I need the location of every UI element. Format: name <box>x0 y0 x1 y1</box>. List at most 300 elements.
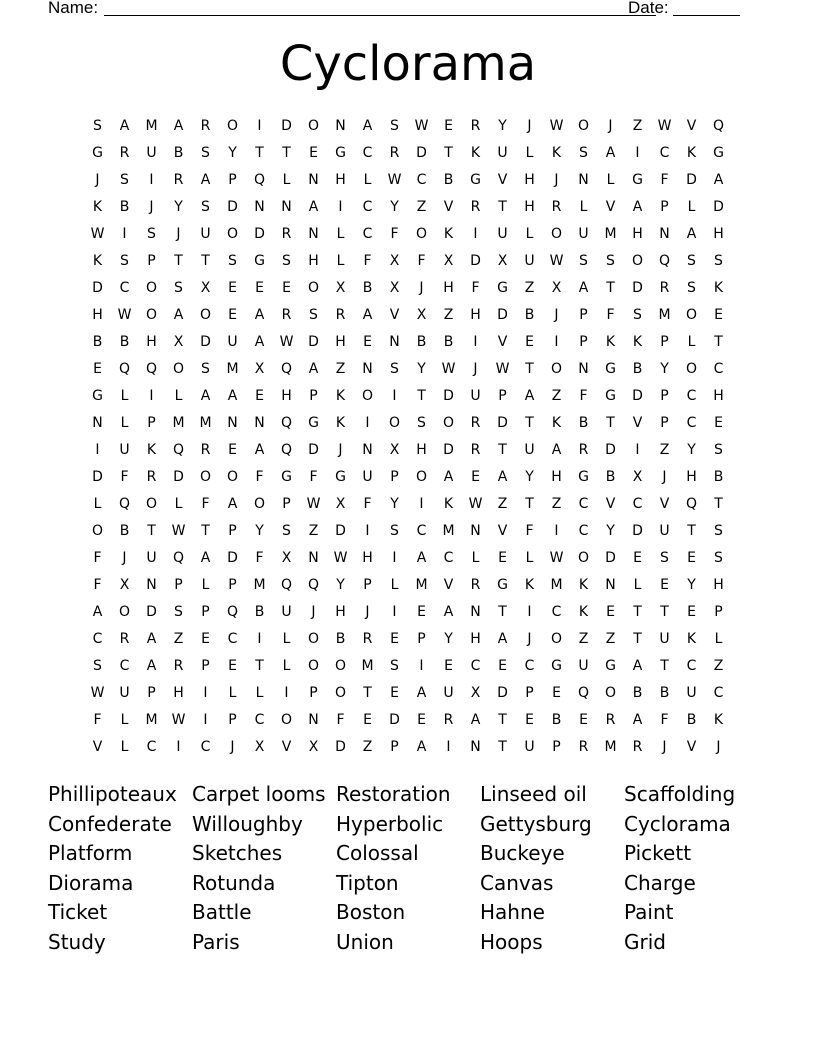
grid-letter: U <box>497 226 508 242</box>
grid-letter: O <box>172 361 185 377</box>
grid-letter: O <box>307 631 320 647</box>
grid-letter: T <box>687 523 696 539</box>
grid-letter: P <box>228 172 237 188</box>
grid-letter: Z <box>713 658 724 674</box>
grid-letter: L <box>174 496 183 512</box>
grid-letter: P <box>660 415 669 431</box>
grid-letter: D <box>497 307 508 323</box>
grid-letter: I <box>473 226 478 242</box>
grid-letter: L <box>282 172 291 188</box>
grid-letter: F <box>363 253 372 269</box>
grid-letter: H <box>335 334 346 350</box>
grid-letter: L <box>120 739 129 755</box>
grid-letter: G <box>497 577 508 593</box>
word-bank-item: Linseed oil <box>480 782 587 806</box>
grid-letter: Q <box>118 361 131 377</box>
grid-letter: E <box>228 280 237 296</box>
grid-letter: M <box>361 658 374 674</box>
word-bank-item: Rotunda <box>192 870 276 895</box>
word-bank-item: Battle <box>192 900 252 925</box>
grid-letter: Z <box>416 199 427 215</box>
grid-letter: U <box>281 604 292 620</box>
grid-letter: O <box>307 118 320 134</box>
grid-letter: K <box>578 604 589 620</box>
grid-letter: Q <box>253 172 266 188</box>
grid-letter: P <box>525 685 534 701</box>
grid-letter: E <box>444 658 453 674</box>
grid-letter: X <box>551 280 562 296</box>
grid-letter: S <box>687 280 696 296</box>
grid-letter: X <box>632 469 643 485</box>
grid-letter: Q <box>118 496 131 512</box>
grid-letter: Z <box>443 307 454 323</box>
grid-letter: H <box>362 550 373 566</box>
grid-letter: S <box>390 658 399 674</box>
grid-letter: O <box>145 307 158 323</box>
grid-letter: L <box>390 577 399 593</box>
grid-letter: I <box>635 442 640 458</box>
grid-letter: O <box>253 496 266 512</box>
grid-letter: A <box>200 172 211 188</box>
grid-letter: X <box>200 280 211 296</box>
grid-letter: R <box>200 442 211 458</box>
grid-letter: Q <box>280 577 293 593</box>
grid-letter: Y <box>498 118 507 134</box>
grid-letter: S <box>579 145 588 161</box>
grid-letter: I <box>149 388 154 404</box>
grid-letter: H <box>686 469 697 485</box>
grid-letter: P <box>309 685 318 701</box>
date-blank-line <box>673 15 740 16</box>
grid-letter: T <box>633 604 642 620</box>
grid-letter: E <box>309 145 318 161</box>
grid-letter: D <box>389 712 400 728</box>
grid-letter: Z <box>578 631 589 647</box>
grid-letter: N <box>146 577 157 593</box>
grid-letter: K <box>92 253 103 269</box>
grid-letter: T <box>498 739 507 755</box>
grid-letter: P <box>660 334 669 350</box>
grid-letter: F <box>606 307 615 323</box>
grid-letter: R <box>362 631 373 647</box>
grid-letter: Q <box>307 577 320 593</box>
grid-letter: K <box>443 226 454 242</box>
grid-letter: D <box>335 523 346 539</box>
grid-letter: D <box>443 442 454 458</box>
grid-letter: C <box>146 739 157 755</box>
grid-letter: K <box>605 334 616 350</box>
grid-letter: C <box>227 631 238 647</box>
grid-letter: U <box>443 685 454 701</box>
grid-letter: H <box>470 307 481 323</box>
grid-letter: R <box>470 199 481 215</box>
grid-letter: E <box>228 442 237 458</box>
grid-letter: V <box>389 307 400 323</box>
grid-letter: X <box>416 307 427 323</box>
grid-letter: M <box>604 739 617 755</box>
grid-letter: E <box>228 307 237 323</box>
grid-letter: Q <box>172 442 185 458</box>
grid-letter: D <box>92 280 103 296</box>
grid-letter: N <box>470 523 481 539</box>
grid-letter: U <box>578 658 589 674</box>
grid-letter: Z <box>659 442 670 458</box>
grid-letter: M <box>658 307 671 323</box>
grid-letter: B <box>578 415 589 431</box>
grid-letter: U <box>146 145 157 161</box>
grid-letter: Y <box>606 523 615 539</box>
grid-letter: U <box>119 685 130 701</box>
grid-letter: D <box>416 145 427 161</box>
word-bank-item: Scaffolding <box>624 782 736 806</box>
grid-letter: M <box>604 226 617 242</box>
grid-letter: J <box>554 307 559 323</box>
grid-letter: I <box>365 415 370 431</box>
grid-letter: P <box>147 415 156 431</box>
word-bank-item: Sketches <box>192 841 283 866</box>
word-bank-item: Phillipoteaux <box>48 782 177 806</box>
grid-letter: D <box>605 442 616 458</box>
grid-letter: J <box>122 550 127 566</box>
grid-letter: W <box>279 334 294 350</box>
grid-letter: V <box>632 415 643 431</box>
grid-letter: S <box>120 172 129 188</box>
grid-letter: N <box>254 199 265 215</box>
grid-letter: H <box>713 388 724 404</box>
grid-letter: D <box>632 523 643 539</box>
grid-letter: E <box>444 118 453 134</box>
grid-letter: N <box>389 334 400 350</box>
word-bank-item: Pickett <box>624 841 692 866</box>
grid-letter: A <box>254 307 265 323</box>
grid-letter: Y <box>660 361 669 377</box>
grid-letter: N <box>308 172 319 188</box>
grid-letter: C <box>119 658 130 674</box>
grid-letter: P <box>579 334 588 350</box>
word-bank <box>48 780 768 958</box>
grid-letter: P <box>660 199 669 215</box>
grid-letter: G <box>632 172 643 188</box>
word-bank-item: Grid <box>624 929 666 954</box>
grid-letter: J <box>365 604 370 620</box>
grid-letter: A <box>227 496 238 512</box>
grid-letter: L <box>255 685 264 701</box>
grid-letter: V <box>443 577 454 593</box>
grid-letter: H <box>308 253 319 269</box>
grid-letter: R <box>470 442 481 458</box>
grid-letter: I <box>284 685 289 701</box>
grid-letter: T <box>444 145 453 161</box>
grid-letter: Z <box>551 388 562 404</box>
grid-letter: E <box>390 631 399 647</box>
grid-letter: V <box>497 334 508 350</box>
grid-letter: I <box>554 523 559 539</box>
grid-letter: Y <box>255 523 264 539</box>
grid-letter: L <box>120 415 129 431</box>
grid-letter: N <box>470 739 481 755</box>
grid-letter: D <box>686 172 697 188</box>
grid-letter: A <box>119 118 130 134</box>
grid-letter: L <box>687 199 696 215</box>
grid-letter: A <box>605 145 616 161</box>
grid-letter: I <box>203 685 208 701</box>
word-bank-item: Gettysburg <box>480 811 592 836</box>
grid-letter: A <box>578 280 589 296</box>
grid-letter: O <box>199 469 212 485</box>
grid-letter: B <box>254 604 265 620</box>
grid-letter: W <box>306 496 321 512</box>
grid-letter: N <box>308 550 319 566</box>
grid-letter: C <box>416 172 427 188</box>
grid-letter: R <box>470 118 481 134</box>
grid-letter: X <box>173 334 184 350</box>
grid-letter: G <box>281 469 292 485</box>
grid-letter: Q <box>577 685 590 701</box>
grid-letter: V <box>497 172 508 188</box>
grid-letter: N <box>362 361 373 377</box>
grid-letter: I <box>392 550 397 566</box>
grid-letter: F <box>660 172 669 188</box>
grid-letter: T <box>417 388 426 404</box>
grid-letter: O <box>604 685 617 701</box>
grid-letter: I <box>473 334 478 350</box>
grid-letter: M <box>172 415 185 431</box>
grid-letter: Q <box>226 604 239 620</box>
grid-letter: Y <box>417 361 426 377</box>
grid-letter: H <box>335 604 346 620</box>
grid-letter: B <box>416 334 427 350</box>
grid-letter: I <box>365 523 370 539</box>
grid-letter: D <box>173 469 184 485</box>
grid-letter: Y <box>687 577 696 593</box>
grid-letter: H <box>551 469 562 485</box>
grid-letter: R <box>146 469 157 485</box>
grid-letter: N <box>308 226 319 242</box>
word-bank-item: Confederate <box>48 811 172 836</box>
grid-letter: A <box>146 631 157 647</box>
grid-letter: S <box>390 361 399 377</box>
grid-letter: Y <box>390 496 399 512</box>
grid-letter: A <box>308 199 319 215</box>
grid-letter: C <box>551 604 562 620</box>
grid-letter: A <box>470 712 481 728</box>
word-bank-item: Colossal <box>336 841 419 866</box>
grid-letter: T <box>201 523 210 539</box>
grid-letter: J <box>95 172 100 188</box>
grid-letter: R <box>632 739 643 755</box>
grid-letter: F <box>417 253 426 269</box>
grid-letter: S <box>93 118 102 134</box>
grid-letter: S <box>93 658 102 674</box>
grid-letter: O <box>577 118 590 134</box>
grid-letter: M <box>415 577 428 593</box>
grid-letter: M <box>145 712 158 728</box>
grid-letter: U <box>524 739 535 755</box>
grid-letter: P <box>201 658 210 674</box>
word-bank-item: Study <box>48 929 106 954</box>
grid-letter: X <box>119 577 130 593</box>
grid-letter: E <box>255 388 264 404</box>
word-bank-item: Carpet looms <box>192 782 326 806</box>
grid-letter: E <box>201 631 210 647</box>
grid-letter: L <box>525 145 534 161</box>
grid-letter: Q <box>658 253 671 269</box>
grid-letter: E <box>363 712 372 728</box>
grid-letter: G <box>254 253 265 269</box>
grid-letter: I <box>419 496 424 512</box>
grid-letter: I <box>338 199 343 215</box>
word-bank-item: Platform <box>48 841 133 866</box>
grid-letter: U <box>524 442 535 458</box>
grid-letter: M <box>145 118 158 134</box>
grid-letter: A <box>254 442 265 458</box>
grid-letter: D <box>497 415 508 431</box>
grid-letter: O <box>307 280 320 296</box>
grid-letter: A <box>416 550 427 566</box>
grid-letter: D <box>227 550 238 566</box>
grid-letter: R <box>443 712 454 728</box>
grid-letter: D <box>497 685 508 701</box>
grid-letter: P <box>228 523 237 539</box>
grid-letter: B <box>443 334 454 350</box>
grid-letter: P <box>147 253 156 269</box>
grid-letter: X <box>254 361 265 377</box>
word-bank-item: Canvas <box>480 870 554 895</box>
grid-letter: X <box>281 550 292 566</box>
grid-letter: D <box>254 226 265 242</box>
grid-letter: P <box>390 739 399 755</box>
grid-letter: A <box>686 226 697 242</box>
grid-letter: L <box>336 226 345 242</box>
letter-grid <box>84 113 732 761</box>
grid-letter: K <box>713 712 724 728</box>
grid-letter: O <box>91 523 104 539</box>
grid-letter: F <box>93 550 102 566</box>
grid-letter: G <box>551 658 562 674</box>
grid-letter: J <box>716 739 721 755</box>
grid-letter: D <box>308 334 319 350</box>
grid-letter: O <box>226 226 239 242</box>
grid-letter: P <box>174 577 183 593</box>
grid-letter: F <box>390 226 399 242</box>
grid-letter: S <box>714 550 723 566</box>
grid-letter: O <box>361 388 374 404</box>
grid-letter: K <box>524 577 535 593</box>
grid-letter: L <box>471 550 480 566</box>
grid-letter: L <box>525 226 534 242</box>
grid-letter: M <box>226 361 239 377</box>
grid-letter: T <box>498 199 507 215</box>
grid-letter: N <box>254 415 265 431</box>
grid-letter: V <box>92 739 103 755</box>
grid-letter: B <box>605 469 616 485</box>
grid-letter: R <box>470 577 481 593</box>
grid-letter: S <box>633 307 642 323</box>
grid-letter: T <box>525 496 534 512</box>
grid-letter: Q <box>280 415 293 431</box>
grid-letter: R <box>200 118 211 134</box>
grid-letter: O <box>631 253 644 269</box>
grid-letter: L <box>282 658 291 674</box>
grid-letter: S <box>228 253 237 269</box>
grid-letter: Z <box>551 496 562 512</box>
grid-letter: W <box>90 226 105 242</box>
grid-letter: E <box>579 712 588 728</box>
grid-letter: N <box>335 118 346 134</box>
grid-letter: E <box>417 712 426 728</box>
grid-letter: A <box>254 334 265 350</box>
grid-letter: R <box>281 226 292 242</box>
grid-letter: I <box>257 118 262 134</box>
grid-letter: X <box>389 280 400 296</box>
grid-letter: C <box>470 658 481 674</box>
grid-letter: E <box>471 469 480 485</box>
grid-letter: L <box>525 550 534 566</box>
grid-letter: H <box>470 631 481 647</box>
grid-letter: Q <box>280 442 293 458</box>
grid-letter: D <box>308 442 319 458</box>
grid-letter: O <box>226 469 239 485</box>
grid-letter: S <box>660 550 669 566</box>
grid-letter: Y <box>525 469 534 485</box>
grid-letter: C <box>416 523 427 539</box>
grid-letter: N <box>605 577 616 593</box>
grid-letter: W <box>171 712 186 728</box>
grid-letter: B <box>686 712 697 728</box>
grid-letter: J <box>527 118 532 134</box>
grid-letter: S <box>714 523 723 539</box>
grid-letter: I <box>203 712 208 728</box>
grid-letter: D <box>470 253 481 269</box>
grid-letter: Z <box>173 631 184 647</box>
grid-letter: A <box>416 685 427 701</box>
grid-letter: W <box>468 496 483 512</box>
grid-letter: S <box>201 145 210 161</box>
grid-letter: T <box>282 145 291 161</box>
grid-letter: H <box>632 226 643 242</box>
grid-letter: J <box>554 172 559 188</box>
grid-letter: L <box>201 577 210 593</box>
grid-letter: B <box>632 361 643 377</box>
grid-letter: I <box>635 145 640 161</box>
grid-letter: I <box>257 631 262 647</box>
grid-letter: O <box>550 361 563 377</box>
grid-letter: T <box>498 712 507 728</box>
grid-letter: A <box>632 199 643 215</box>
grid-letter: A <box>632 658 643 674</box>
grid-letter: R <box>605 712 616 728</box>
grid-letter: S <box>201 361 210 377</box>
grid-letter: S <box>174 604 183 620</box>
grid-letter: T <box>255 145 264 161</box>
grid-letter: L <box>363 172 372 188</box>
grid-letter: T <box>633 631 642 647</box>
grid-letter: C <box>632 496 643 512</box>
grid-letter: Q <box>145 361 158 377</box>
grid-letter: W <box>90 685 105 701</box>
header-row <box>48 0 748 20</box>
grid-letter: W <box>549 118 564 134</box>
grid-letter: K <box>686 631 697 647</box>
grid-letter: E <box>390 685 399 701</box>
grid-letter: S <box>390 523 399 539</box>
grid-letter: M <box>550 577 563 593</box>
word-bank-item: Willoughby <box>192 811 303 836</box>
grid-letter: L <box>606 172 615 188</box>
grid-letter: I <box>392 388 397 404</box>
grid-letter: J <box>230 739 235 755</box>
grid-letter: J <box>149 199 154 215</box>
